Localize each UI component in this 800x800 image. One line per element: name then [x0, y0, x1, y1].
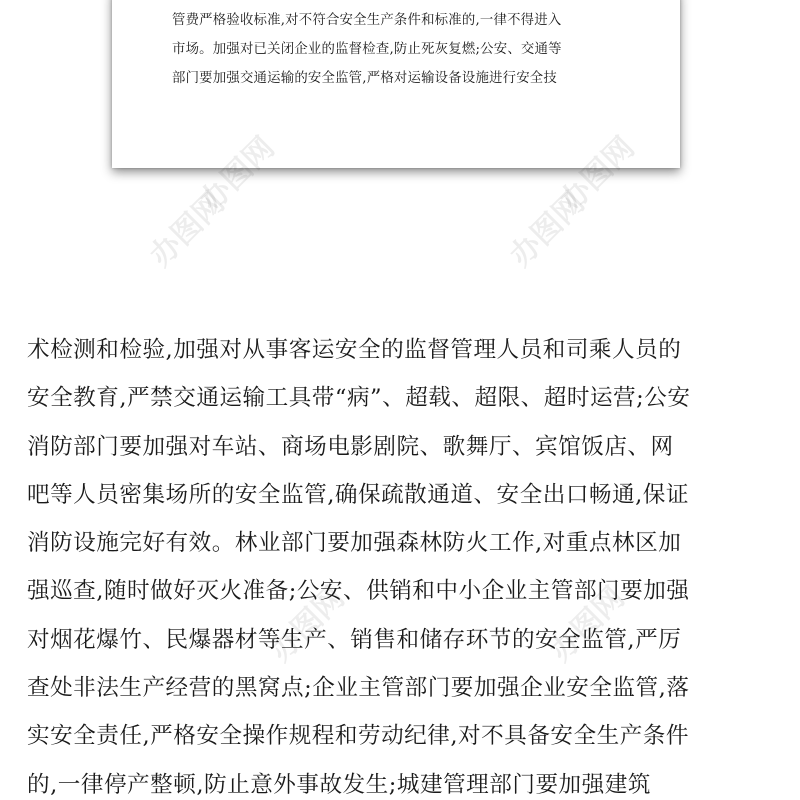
body-line: 术检测和检验,加强对从事客运安全的监督管理人员和司乘人员的	[27, 337, 682, 363]
preview-line: 部门要加强交通运输的安全监管,严格对运输设备设施进行安全技	[172, 71, 557, 86]
body-line: 查处非法生产经营的黑窝点;企业主管部门要加强企业安全监管,落	[27, 675, 690, 702]
body-line: 安全教育,严禁交通运输工具带“病”、超载、超限、超时运营;公安	[27, 385, 691, 412]
body-line: 的,一律停产整顿,防止意外事故发生;城建管理部门要加强建筑	[27, 771, 651, 798]
preview-line: 管费严格验收标准,对不符合安全生产条件和标准的,一律不得进入	[172, 13, 562, 28]
body-line: 消防设施完好有效。林业部门要加强森林防火工作,对重点林区加	[27, 530, 682, 557]
document-page-preview	[112, 0, 680, 168]
watermark: 办图网	[143, 185, 232, 274]
watermark: 办图网	[503, 185, 592, 274]
watermark: 办图网	[263, 580, 352, 669]
body-line: 对烟花爆竹、民爆器材等生产、销售和储存环节的安全监管,严厉	[27, 626, 682, 653]
page-preview-text	[172, 6, 632, 93]
body-line: 实安全责任,严格安全操作规程和劳动纪律,对不具备安全生产条件	[27, 723, 689, 750]
preview-line: 市场。加强对已关闭企业的监督检查,防止死灰复燃;公安、交通等	[172, 42, 562, 57]
body-line: 消防部门要加强对车站、商场电影剧院、歌舞厅、宾馆饭店、网	[27, 433, 674, 460]
body-line: 吧等人员密集场所的安全监管,确保疏散通道、安全出口畅通,保证	[27, 481, 689, 508]
watermark: 办图网	[543, 580, 632, 669]
document-body-text	[27, 326, 787, 800]
watermark: 办图网	[193, 130, 282, 219]
body-line: 强巡查,随时做好灭火准备;公安、供销和中小企业主管部门要加强	[27, 578, 690, 605]
watermark: 办图网	[553, 130, 642, 219]
